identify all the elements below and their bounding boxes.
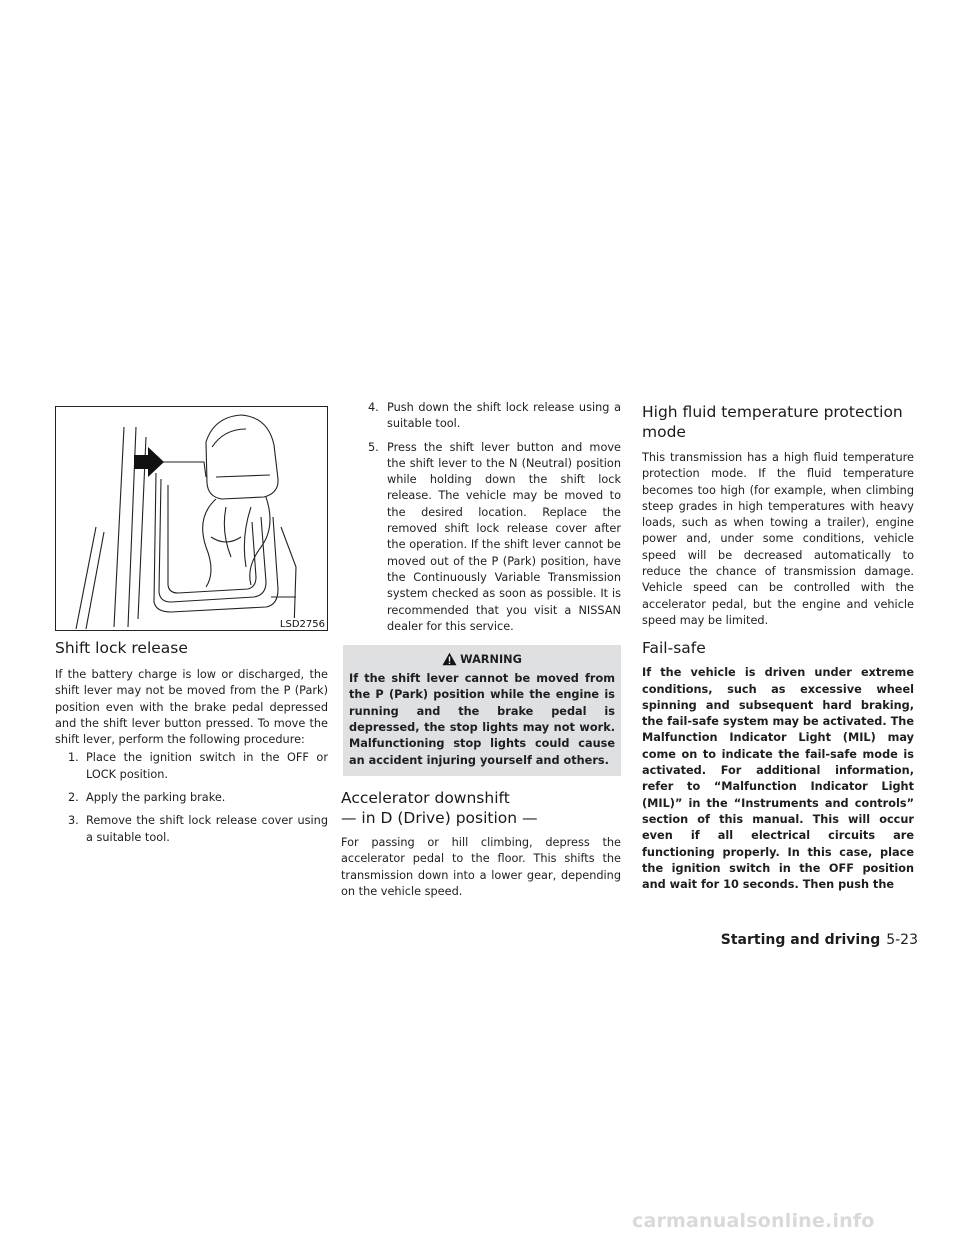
warning-text: If the shift lever cannot be moved from the P (Park) position while the engine is running and the brake pedal is depressed, the stop lights may not work. Malfunctioning stop lights could cause an accident injuring yourself and others. bbox=[349, 672, 615, 767]
accelerator-downshift-body: For passing or hill climbing, depress the accelerator pedal to the floor. This shifts the transmission down into a lower gear, depending on the vehicle speed. bbox=[341, 835, 621, 898]
warning-triangle-icon bbox=[442, 652, 457, 666]
warning-label: WARNING bbox=[460, 652, 522, 666]
shift-lever-illustration bbox=[55, 406, 328, 631]
step-item: 3. Remove the shift lock release cover using a suitable tool. bbox=[68, 814, 328, 844]
column-left bbox=[55, 406, 328, 853]
heading-shift-lock-release: Shift lock release bbox=[55, 639, 188, 657]
step-item: 4. Push down the shift lock release using a suitable tool. bbox=[368, 401, 621, 431]
shift-lock-diagram bbox=[56, 407, 327, 630]
section-title: Starting and driving bbox=[720, 932, 881, 948]
column-right bbox=[642, 402, 914, 893]
page-footer bbox=[708, 932, 918, 948]
warning-header bbox=[349, 650, 615, 668]
shift-lock-intro: If the battery charge is low or discharged, the shift lever may not be moved from the P (Park) position even with the brake pedal depressed and the shift lever button pressed. To move the shift lever, perform the following procedure: bbox=[55, 668, 328, 747]
heading-accelerator-downshift: Accelerator downshift — in D (Drive) position — bbox=[341, 788, 538, 827]
arrow-icon bbox=[134, 447, 164, 477]
shift-lock-steps-continued bbox=[341, 400, 621, 635]
step-item: 5. Press the shift lever button and move the shift lever to the N (Neutral) position while holding down the shift lock release. The vehicle may be moved to the desired location. Replace the removed shift lock release cover after the operation. If the shift lever cannot be moved out of the P (Park) position, have the Continuously Variable Transmission system checked as soon as possible. It is recommended that you visit a NISSAN dealer for this service. bbox=[368, 440, 621, 633]
watermark-text: carmanualsonline.info bbox=[632, 1210, 875, 1232]
step-item: 1. Place the ignition switch in the OFF or LOCK position. bbox=[68, 751, 328, 781]
warning-box bbox=[343, 645, 621, 776]
heading-fail-safe: Fail-safe bbox=[642, 639, 706, 658]
step-item: 2. Apply the parking brake. bbox=[68, 791, 226, 805]
fail-safe-body: If the vehicle is driven under extreme conditions, such as excessive wheel spinning and subsequent hard braking, the fail-safe system may be activated. The Malfunction Indicator Light (MIL) may come on to indicate the fail-safe mode is activated. For additional information, refer to “Malfunction Indicator Light (MIL)” in the “Instruments and controls” section of this manual. This will occur even if all electrical circuits are functioning properly. In this case, place the ignition switch in the OFF position and wait for 10 seconds. Then push the bbox=[642, 666, 914, 892]
high-fluid-temperature-body: This transmission has a high fluid temperature protection mode. If the fluid temperature becomes too high (for example, when climbing steep grades in high temperatures with heavy loads, such as when towing a trailer), engine power and, under some conditions, vehicle speed will be decreased automatically to reduce the chance of transmission damage. Vehicle speed can be controlled with the accelerator pedal, but the engine and vehicle speed may be limited. bbox=[642, 451, 914, 627]
page-number: 5-23 bbox=[886, 932, 918, 948]
column-middle bbox=[341, 400, 621, 900]
figure-id: LSD2756 bbox=[277, 618, 327, 630]
heading-high-fluid-temperature: High fluid temperature protection mode bbox=[642, 403, 903, 441]
shift-lock-steps bbox=[55, 750, 328, 845]
